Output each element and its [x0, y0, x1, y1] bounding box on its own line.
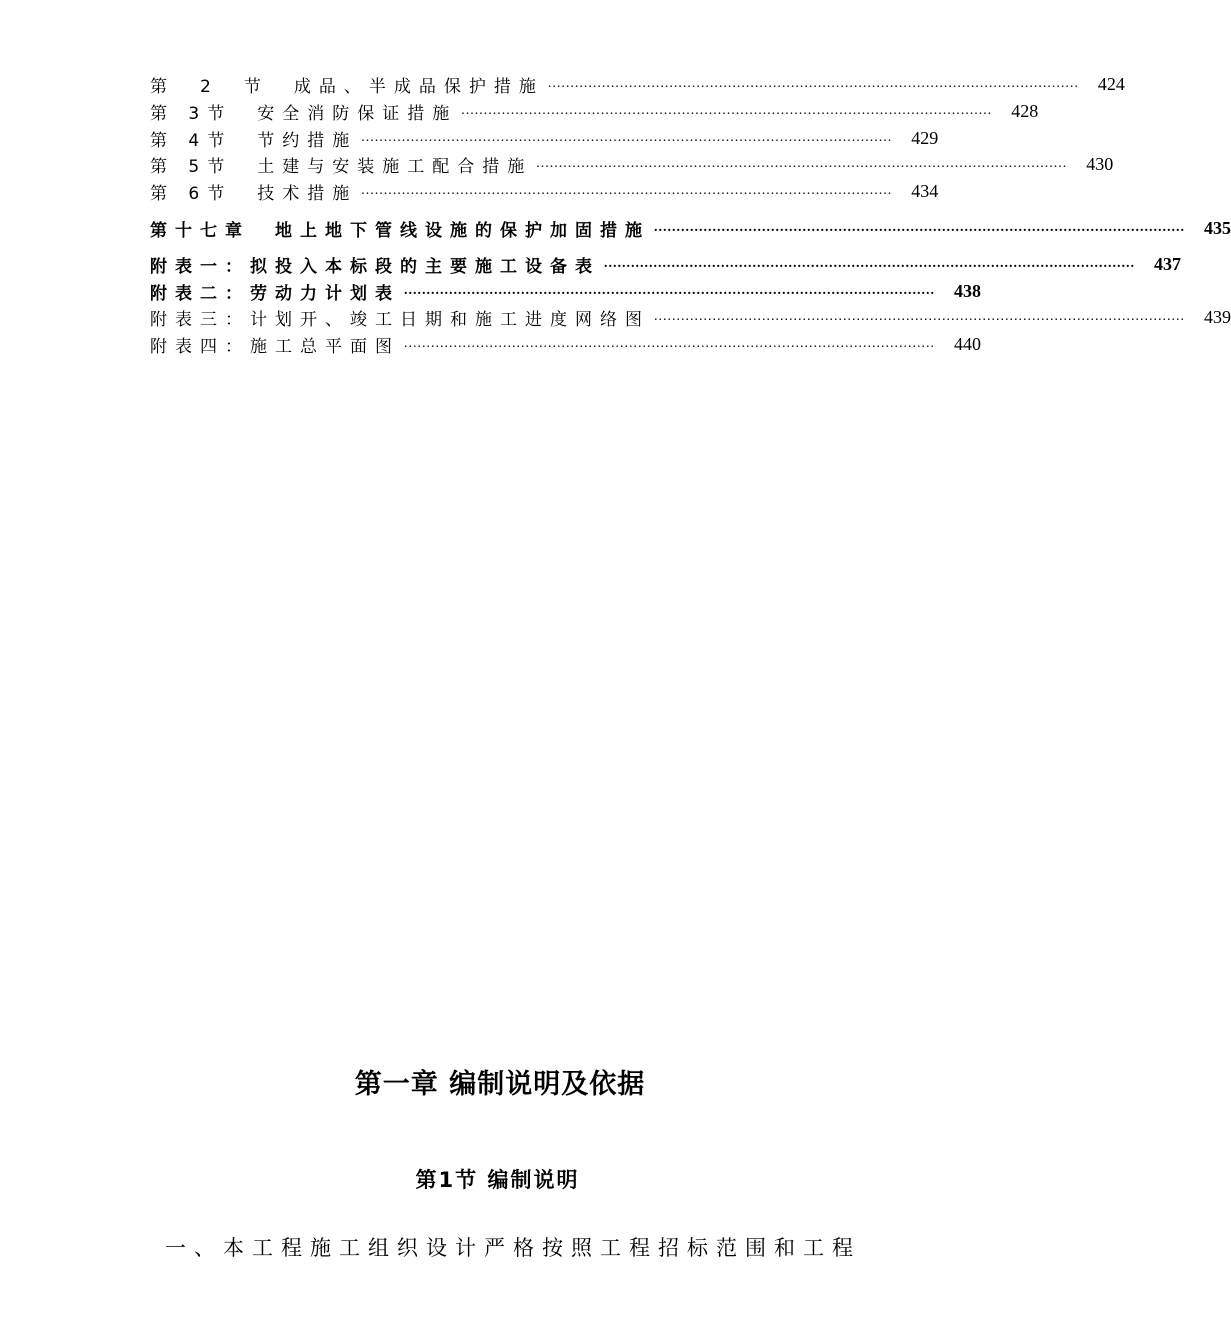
toc-entry-page: 438 — [954, 280, 981, 301]
toc-entry[interactable] — [150, 98, 1039, 124]
toc-entry-page: 439 — [1204, 306, 1231, 327]
toc-entry-page: 428 — [1011, 100, 1039, 121]
toc-entry-page: 440 — [954, 333, 981, 354]
toc-entry-chapter[interactable] — [150, 215, 1231, 241]
toc-leader-dots: ...................................................................................................................... — [361, 183, 893, 198]
toc-entry[interactable] — [150, 151, 1114, 177]
toc-entry-appendix[interactable] — [150, 304, 1231, 330]
toc-entry-page: 437 — [1154, 253, 1181, 274]
toc-entry[interactable] — [150, 178, 939, 204]
toc-entry-label: 附表三：计划开、竣工日期和施工进度网络图 — [150, 309, 650, 330]
toc-leader-dots: ...................................................................................................................... — [404, 336, 935, 351]
toc-entry-label: 第 3节 安全消防保证措施 — [150, 103, 458, 124]
toc-entry-label: 附表四：施工总平面图 — [150, 336, 400, 357]
toc-entry-page: 424 — [1097, 73, 1125, 94]
toc-entry-appendix[interactable] — [150, 251, 1181, 277]
toc-entry-appendix[interactable] — [150, 278, 981, 304]
toc-entry-page: 435 — [1204, 217, 1231, 238]
toc-leader-dots: ...................................................................................................................... — [404, 283, 935, 298]
toc-leader-dots: ...................................................................................................................... — [536, 156, 1068, 171]
toc-entry-label: 第 4节 节约措施 — [150, 130, 358, 151]
toc-leader-dots: ...................................................................................................................... — [361, 130, 893, 145]
toc-entry[interactable] — [150, 125, 939, 151]
toc-entry-label: 附表一：拟投入本标段的主要施工设备表 — [150, 256, 600, 277]
toc-entry[interactable] — [150, 71, 1125, 97]
toc-leader-dots: ...................................................................................................................... — [604, 256, 1135, 271]
toc-entry-page: 429 — [911, 127, 939, 148]
body-paragraph: 一、本工程施工组织设计严格按照工程招标范围和工程 — [165, 1236, 861, 1260]
toc-leader-dots: ...................................................................................................................... — [547, 76, 1079, 91]
toc-entry-label: 第 5节 土建与安装施工配合措施 — [150, 156, 533, 177]
toc-entry-appendix[interactable] — [150, 331, 981, 357]
toc-entry-label: 第十七章 地上地下管线设施的保护加固措施 — [150, 220, 650, 241]
toc-entry-label: 第 6节 技术措施 — [150, 183, 358, 204]
toc-leader-dots: ...................................................................................................................... — [654, 309, 1185, 324]
section-title: 第1节 编制说明 — [415, 1168, 580, 1192]
toc-entry-page: 434 — [911, 180, 939, 201]
toc-entry-label: 第 2 节 成品、半成品保护措施 — [150, 76, 544, 97]
chapter-title: 第一章 编制说明及依据 — [354, 1069, 646, 1100]
toc-entry-label: 附表二：劳动力计划表 — [150, 283, 400, 304]
toc-leader-dots: ...................................................................................................................... — [461, 103, 993, 118]
toc-leader-dots: ...................................................................................................................... — [654, 220, 1185, 235]
toc-entry-page: 430 — [1086, 153, 1114, 174]
